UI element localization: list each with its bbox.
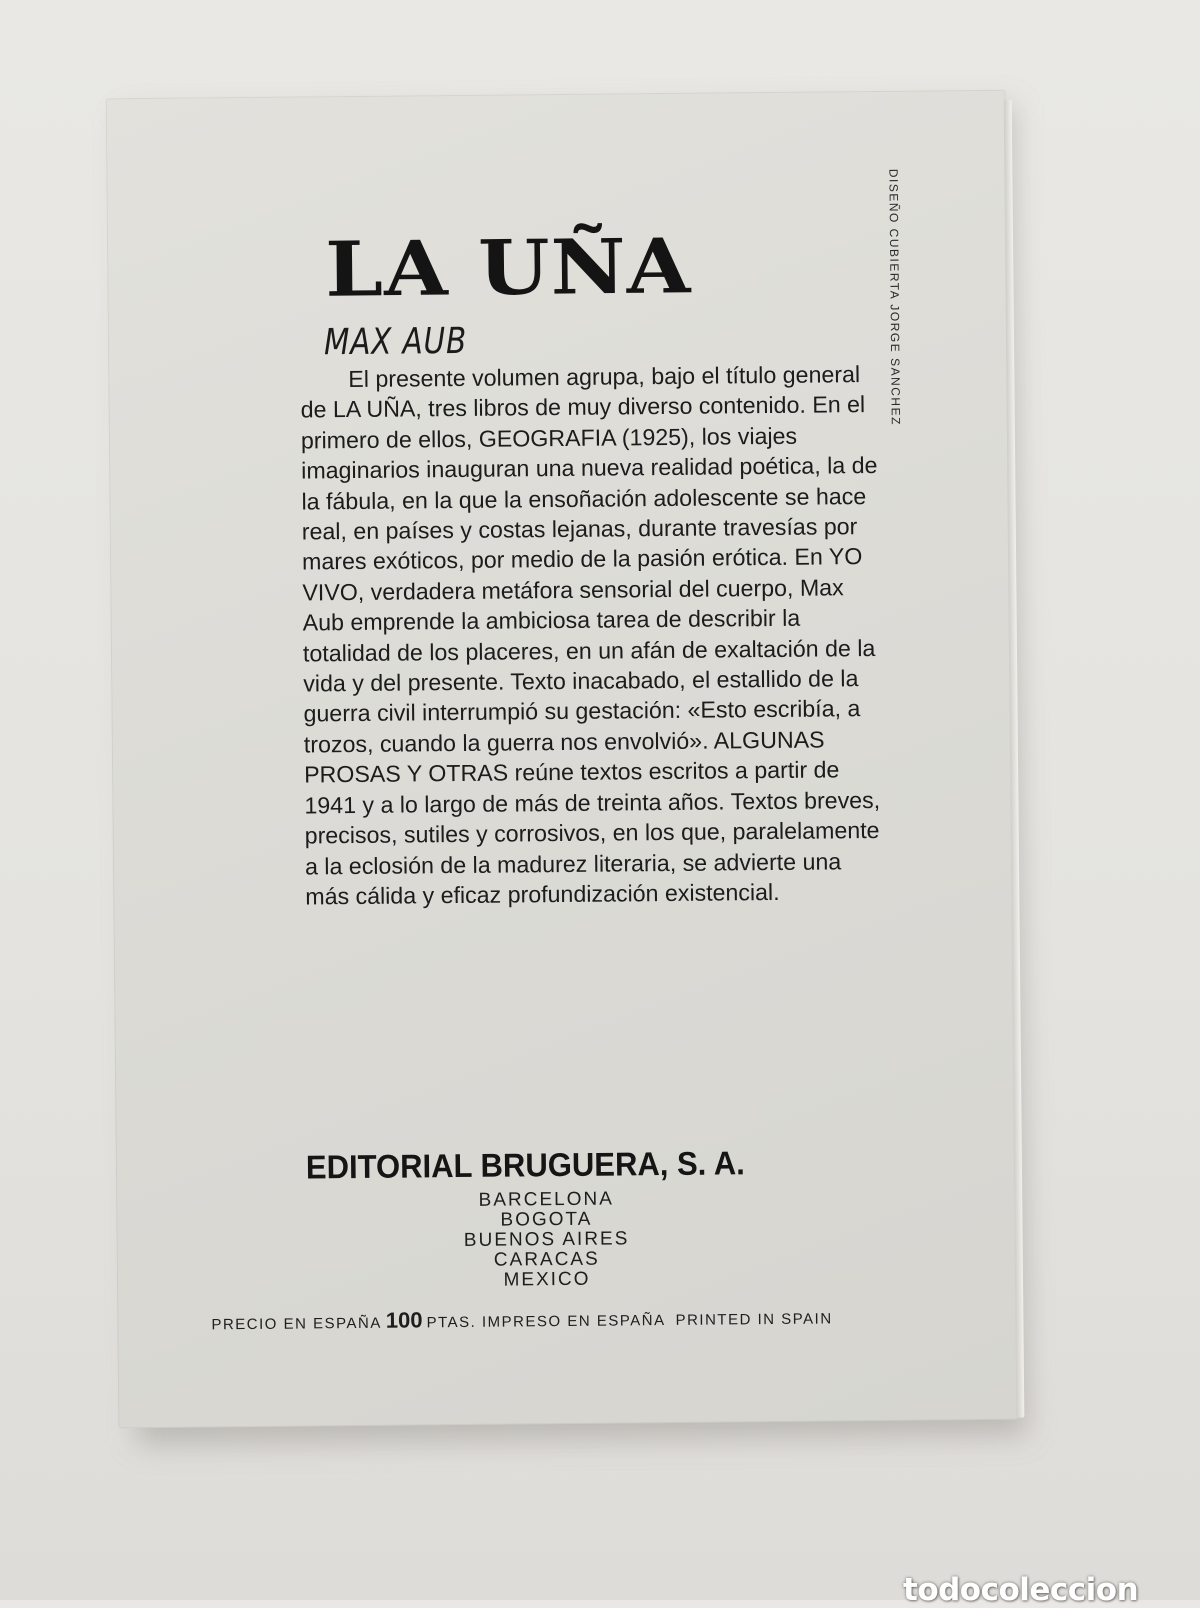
- city-item: CARACAS: [493, 1248, 600, 1271]
- book-back-cover: [106, 90, 1019, 1429]
- publisher-name: EDITORIAL BRUGUERA, S. A.: [305, 1144, 745, 1186]
- city-item: BARCELONA: [478, 1188, 614, 1211]
- city-item: MEXICO: [503, 1268, 591, 1291]
- book-title: LA UÑA: [324, 222, 692, 315]
- price-amount: 100: [385, 1307, 423, 1333]
- watermark-logo: todocoleccion: [903, 1572, 1139, 1608]
- price-line: [211, 1302, 931, 1335]
- city-item: BUENOS AIRES: [463, 1228, 630, 1251]
- price-prefix: PRECIO EN ESPAÑA: [211, 1314, 382, 1334]
- book-author: MAX AUB: [323, 320, 468, 364]
- publisher-cities: [446, 1189, 647, 1291]
- design-credit: DISEÑO CUBIERTA JORGE SANCHEZ: [886, 168, 903, 426]
- printed-in-label: PRINTED IN SPAIN: [675, 1310, 833, 1329]
- city-item: BOGOTA: [500, 1208, 593, 1231]
- price-suffix: PTAS. IMPRESO EN ESPAÑA: [426, 1312, 666, 1332]
- book-blurb: El presente volumen agrupa, bajo el título general de LA UÑA, tres libros de muy diverso contenido. En el primero de ellos, GEOGRAFIA (1925), los viajes imaginarios inauguran una nueva realidad poética, la de la fábula, en la que la ensoñación adolescente se hace real, en países y costas lejanas, durante travesías por mares exóticos, por medio de la pasión erótica. En YO VIVO, verdadera metáfora sensorial del cuerpo, Max Aub emprende la ambiciosa tarea de describir la totalidad de los placeres, en un afán de exaltación de la vida y del presente. Texto inacabado, el estallido de la guerra civil interrumpió su gestación: «Esto escribía, a trozos, cuando la guerra nos envolvió». ALGUNAS PROSAS Y OTRAS reúne textos escritos a partir de 1941 y a lo largo de más de treinta años. Textos breves, precisos, sutiles y corrosivos, en los que, paralelamente a la eclosión de la madurez literaria, se advierte una más cálida y eficaz profundización existencial.: [300, 361, 881, 910]
